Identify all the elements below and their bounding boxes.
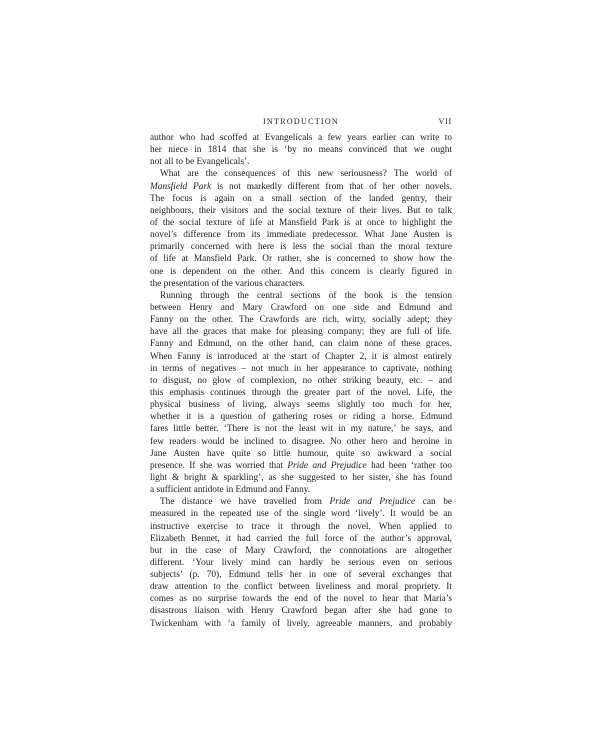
- text-line: [150, 508, 452, 520]
- text-line: [150, 144, 452, 156]
- text-line: [150, 278, 452, 290]
- text-line: [150, 375, 452, 387]
- body-text: [150, 132, 452, 630]
- text-segment: one is dependent on the other. And this concern is clearly figured in: [150, 266, 452, 277]
- text-segment: draw attention to the conflict between liveliness and moral propriety. It: [150, 582, 452, 593]
- text-segment: is not markedly different from that of her other novels.: [211, 181, 452, 192]
- running-title: INTRODUCTION: [262, 117, 340, 126]
- text-segment: the presentation of the various characters.: [150, 278, 305, 289]
- text-segment: measured in the repeated use of the single word ‘lively’. It would be an: [150, 509, 452, 520]
- text-line: [150, 363, 452, 375]
- text-segment: her niece in 1814 that she is ‘by no means convinced that we ought: [150, 145, 452, 156]
- text-segment: between Henry and Mary Crawford on one side and Edmund and: [150, 302, 452, 313]
- text-segment: neighbours, their visitors and the social texture of their lives. But to talk: [150, 205, 452, 216]
- text-line: [150, 168, 452, 180]
- text-line: [150, 241, 452, 253]
- text-segment: novel’s difference from its immediate predecessor. What Jane Austen is: [150, 230, 452, 241]
- text-segment: Elizabeth Bennet, it had carried the full force of the author’s approval,: [150, 533, 452, 544]
- text-line: [150, 605, 452, 617]
- text-line: [150, 326, 452, 338]
- text-segment: of the social texture of life at Mansfield Park is at once to highlight the: [150, 217, 452, 228]
- text-segment: physical business of living, always seems slightly too much for her,: [150, 400, 452, 411]
- text-line: [150, 132, 452, 144]
- text-segment: but in the case of Mary Crawford, the connotations are altogether: [150, 545, 452, 556]
- text-segment: have all the graces that make for pleasing company; they are full of life.: [150, 327, 452, 338]
- text-line: [150, 229, 452, 241]
- text-segment: comes as no surprise towards the end of the novel to hear that Maria’s: [150, 594, 452, 605]
- italic-title: Mansfield Park: [150, 181, 212, 192]
- text-line: [150, 521, 452, 533]
- text-segment: The distance we have travelled from: [160, 497, 330, 508]
- text-line: [150, 545, 452, 557]
- text-line: [150, 581, 452, 593]
- italic-title: Pride and Prejudice: [329, 497, 416, 508]
- text-segment: a sufficient antidote in Edmund and Fanny.: [150, 485, 311, 496]
- text-segment: in terms of negatives – not much in her appearance to captivate, nothing: [150, 363, 452, 374]
- text-segment: What are the consequences of this new seriousness? The world of: [160, 169, 452, 180]
- text-segment: whether it is a question of gathering roses or riding a horse. Edmund: [150, 412, 452, 423]
- text-line: [150, 618, 452, 630]
- text-line: [150, 533, 452, 545]
- text-segment: different. ‘Your lively mind can hardly be serious even on serious: [150, 557, 452, 568]
- text-segment: not all to be Evangelicals’.: [150, 157, 250, 168]
- text-line: [150, 460, 452, 472]
- text-line: [150, 436, 452, 448]
- text-segment: author who had scoffed at Evangelicals a few years earlier can write to: [150, 133, 452, 143]
- italic-title: Pride and Prejudice: [287, 460, 367, 471]
- text-segment: can be: [415, 497, 452, 508]
- text-segment: disastrous liaison with Henry Crawford began after she had gone to: [150, 606, 452, 617]
- text-line: [150, 484, 452, 496]
- text-segment: presence. If she was worried that: [150, 460, 288, 471]
- text-line: [150, 302, 452, 314]
- text-line: [150, 156, 452, 168]
- text-line: [150, 472, 452, 484]
- text-segment: Twickenham with ‘a family of lively, agreeable manners, and probably: [150, 618, 452, 629]
- text-segment: instructive exercise to trace it through the novel. When applied to: [150, 521, 452, 532]
- text-segment: light & bright & sparkling’, as she suggested to her sister, she has found: [150, 472, 452, 483]
- text-line: [150, 314, 452, 326]
- text-segment: this emphasis continues through the greater part of the novel. Life, the: [150, 387, 452, 398]
- text-line: [150, 205, 452, 217]
- text-line: [150, 411, 452, 423]
- text-line: [150, 351, 452, 363]
- page-number: VII: [438, 117, 452, 126]
- text-line: [150, 569, 452, 581]
- text-line: [150, 387, 452, 399]
- text-segment: had been ‘rather too: [366, 460, 452, 471]
- text-line: [150, 217, 452, 229]
- text-segment: fares little better. ‘There is not the least wit in my nature,’ he says, and: [150, 424, 452, 435]
- text-segment: The focus is again on a small section of the landed gentry, their: [150, 193, 452, 204]
- text-line: [150, 557, 452, 569]
- text-line: [150, 593, 452, 605]
- text-segment: primarily concerned with here is less the social than the moral texture: [150, 242, 452, 253]
- text-line: [150, 253, 452, 265]
- text-line: [150, 290, 452, 302]
- text-line: [150, 448, 452, 460]
- text-segment: Fanny and Edmund, on the other hand, can claim none of these graces.: [150, 339, 452, 350]
- text-line: [150, 266, 452, 278]
- text-segment: subjects’ (p. 70), Edmund tells her in one of several exchanges that: [150, 570, 452, 581]
- text-segment: Fanny on the other. The Crawfords are rich, witty, socially adept; they: [150, 315, 452, 326]
- text-line: [150, 338, 452, 350]
- text-segment: Running through the central sections of the book is the tension: [160, 290, 452, 301]
- text-segment: to disgust, no glow of complexion, no other striking beauty, etc. – and: [150, 375, 452, 386]
- text-line: [150, 496, 452, 508]
- text-line: [150, 399, 452, 411]
- text-segment: When Fanny is introduced at the start of Chapter 2, it is almost entirely: [150, 351, 452, 362]
- text-segment: of life at Mansfield Park. Or rather, she is concerned to show how the: [150, 254, 452, 265]
- text-line: [150, 181, 452, 193]
- running-head: [150, 117, 452, 129]
- text-segment: few readers would be inclined to disagree. No other hero and heroine in: [150, 436, 452, 447]
- text-segment: Jane Austen have quite so little humour, quite so awkward a social: [150, 448, 452, 459]
- text-line: [150, 423, 452, 435]
- text-line: [150, 193, 452, 205]
